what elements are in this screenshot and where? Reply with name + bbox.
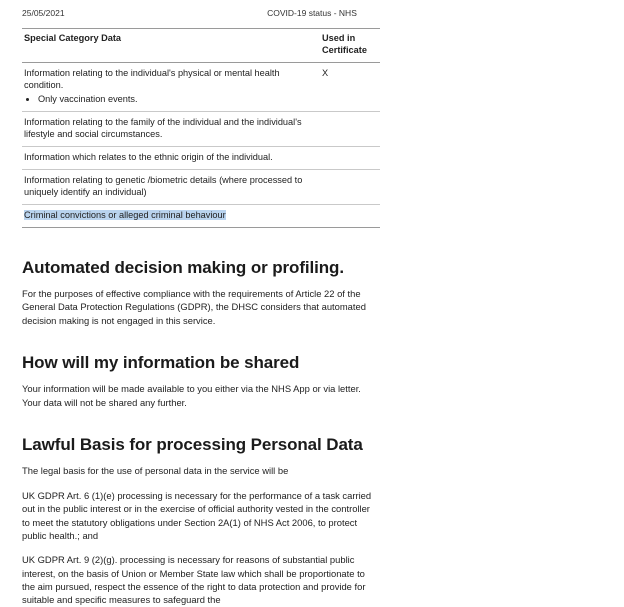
table-cell-data (22, 169, 320, 204)
column-header-special-category-data: Special Category Data (22, 29, 320, 63)
cell-text: Information which relates to the ethnic origin of the individual. (24, 151, 273, 162)
table-cell-used (320, 111, 380, 146)
table-row (22, 111, 380, 146)
cell-text: Information relating to the individual's physical or mental health condition. (24, 68, 280, 90)
section-paragraph: UK GDPR Art. 6 (1)(e) processing is necessary for the performance of a task carried out in the public interest or in the exercise of official authority vested in the controller to meet the statutory obligations under Section 2A(1) of NHS Act 2006, to protect public health.; and (22, 489, 372, 541)
section-paragraph: UK GDPR Art. 9 (2)(g). processing is necessary for reasons of substantial public interest, on the basis of Union or Member State law which shall be proportionate to the aim pursued, respect the essence of the right to data protection and provide for suitable and specific measures to safeguard the (22, 554, 366, 606)
cell-text: Information relating to the family of the individual and the individual's lifestyle and social circumstances. (24, 116, 302, 139)
section-heading-automated-decision-making: Automated decision making or profiling. (22, 257, 344, 277)
header-date: 25/05/2021 (22, 8, 65, 18)
table-cell-used: X (320, 63, 380, 112)
table-cell-data (22, 63, 320, 112)
cell-text: Information relating to genetic /biometric details (where processed to uniquely identify an individual) (24, 174, 303, 197)
table-cell-data (22, 146, 320, 169)
section-heading-how-information-shared: How will my information be shared (22, 353, 300, 372)
table-row (22, 204, 380, 227)
table-cell-used (320, 169, 380, 204)
header-title: COVID-19 status - NHS (267, 8, 357, 18)
table-row (22, 169, 380, 204)
list-item: • Only vaccination events. (38, 94, 316, 106)
special-category-data-table (22, 28, 380, 228)
cell-bullet-list (24, 94, 316, 106)
document-content (22, 28, 380, 607)
document-header (0, 8, 624, 22)
table-cell-used (320, 146, 380, 169)
section-paragraph: For the purposes of effective compliance with the requirements of Article 22 of the General Data Protection Regulations (GDPR), the DHSC considers that automated decision making is not engaged in this service. (22, 287, 366, 326)
table-cell-data (22, 111, 320, 146)
table-row (22, 146, 380, 169)
section-heading-lawful-basis: Lawful Basis for processing Personal Data (22, 435, 363, 455)
table-row (22, 63, 380, 112)
column-header-used-in-certificate: Used in Certificate (320, 29, 380, 63)
section-paragraph: Your information will be made available to you either via the NHS App or via letter. Your data will not be shared any further. (22, 383, 361, 408)
cell-text-highlighted: Criminal convictions or alleged criminal behaviour (24, 209, 226, 220)
table-cell-data (22, 204, 320, 227)
table-header-row (22, 29, 380, 63)
table-cell-used (320, 204, 380, 227)
section-paragraph: The legal basis for the use of personal data in the service will be (22, 465, 289, 477)
